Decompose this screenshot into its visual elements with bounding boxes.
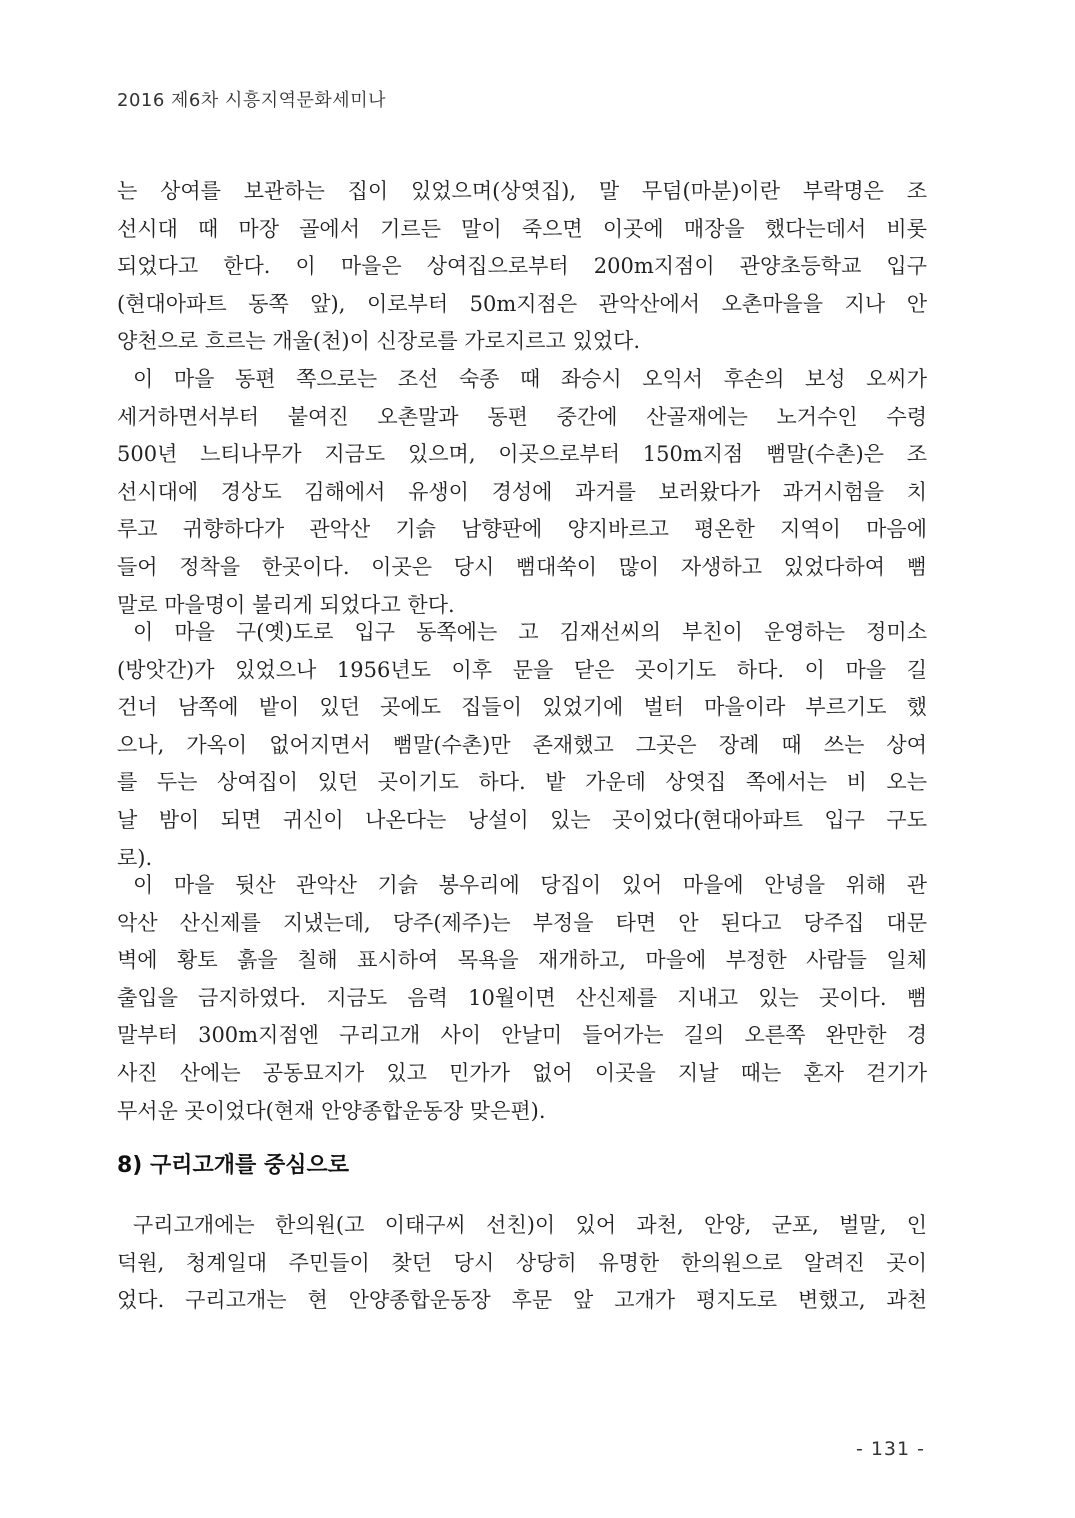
text-line: 를 두는 상여집이 있던 곳이기도 하다. 밭 가운데 상엿집 쪽에서는 비 오는 [117,770,927,795]
text-line: 선시대 때 마장 골에서 기르든 말이 죽으면 이곳에 매장을 했다는데서 비롯 [117,216,927,241]
text-line: 이 마을 동편 쪽으로는 조선 숙종 때 좌승시 오익서 후손의 보성 오씨가 [133,367,927,391]
section-paragraph [117,1207,927,1320]
text-line: 무서운 곳이었다(현재 안양종합운동장 맞은편). [117,1098,546,1123]
paragraph-2 [117,361,927,624]
running-header: 2016 제6차 시흥지역문화세미나 [117,90,386,111]
page-number: - 131 - [855,1438,925,1460]
text-line: 500년 느티나무가 지금도 있으며, 이곳으로부터 150m지점 뻠말(수촌)은 조 [117,442,927,467]
text-line: 덕원, 청계일대 주민들이 찾던 당시 상당히 유명한 한의원으로 알려진 곳이 [117,1250,927,1275]
text-line: 날 밤이 되면 귀신이 나온다는 낭설이 있는 곳이었다(현대아파트 입구 구도 [117,807,927,832]
text-line: 이 마을 뒷산 관악산 기슭 봉우리에 당집이 있어 마을에 안녕을 위해 관 [133,873,927,897]
text-line: 양천으로 흐르는 개울(천)이 신장로를 가로지르고 있었다. [117,329,641,354]
text-line: 사진 산에는 공동묘지가 있고 민가가 없어 이곳을 지날 때는 혼자 걷기가 [117,1060,927,1085]
text-line: 구리고개에는 한의원(고 이태구씨 선친)이 있어 과천, 안양, 군포, 벌말, 인 [133,1213,927,1237]
text-line: 는 상여를 보관하는 집이 있었으며(상엿집), 말 무덤(마분)이란 부락명은 조 [117,179,927,203]
text-line: 으나, 가옥이 없어지면서 뻠말(수촌)만 존재했고 그곳은 장례 때 쓰는 상여 [117,732,927,757]
paragraph-3 [117,614,927,877]
text-line: 말부터 300m지점엔 구리고개 사이 안날미 들어가는 길의 오른쪽 완만한 경 [117,1023,927,1048]
text-line: 로). [117,845,153,870]
text-line: 이 마을 구(옛)도로 입구 동쪽에는 고 김재선씨의 부친이 운영하는 정미소 [133,620,927,644]
text-line: 세거하면서부터 붙여진 오촌말과 동편 중간에 산골재에는 노거수인 수령 [117,404,927,429]
text-line: 었다. 구리고개는 현 안양종합운동장 후문 앞 고개가 평지도로 변했고, 과천 [117,1288,927,1313]
text-line: 선시대에 경상도 김해에서 유생이 경성에 과거를 보러왔다가 과거시험을 치 [117,479,927,504]
text-line: 출입을 금지하였다. 지금도 음력 10월이면 산신제를 지내고 있는 곳이다. 뻠 [117,985,927,1010]
text-line: (방앗간)가 있었으나 1956년도 이후 문을 닫은 곳이기도 하다. 이 마을 길 [117,657,927,682]
text-line: (현대아파트 동쪽 앞), 이로부터 50m지점은 관악산에서 오촌마을을 지나 안 [117,291,927,316]
text-line: 되었다고 한다. 이 마을은 상여집으로부터 200m지점이 관양초등학교 입구 [117,254,927,279]
text-line: 건너 남쪽에 밭이 있던 곳에도 집들이 있었기에 벌터 마을이라 부르기도 했 [117,695,927,720]
text-line: 말로 마을명이 불리게 되었다고 한다. [117,592,455,617]
section-heading: 8) 구리고개를 중심으로 [117,1153,349,1178]
paragraph-1 [117,173,927,361]
text-line: 들어 정착을 한곳이다. 이곳은 당시 뻠대쑥이 많이 자생하고 있었다하여 뻠 [117,554,927,579]
text-line: 벽에 황토 흙을 칠해 표시하여 목욕을 재개하고, 마을에 부정한 사람들 일체 [117,948,927,973]
text-line: 악산 산신제를 지냈는데, 당주(제주)는 부정을 타면 안 된다고 당주집 대문 [117,910,927,935]
text-line: 루고 귀향하다가 관악산 기슭 남향판에 양지바르고 평온한 지역이 마음에 [117,517,927,542]
paragraph-4 [117,867,927,1130]
